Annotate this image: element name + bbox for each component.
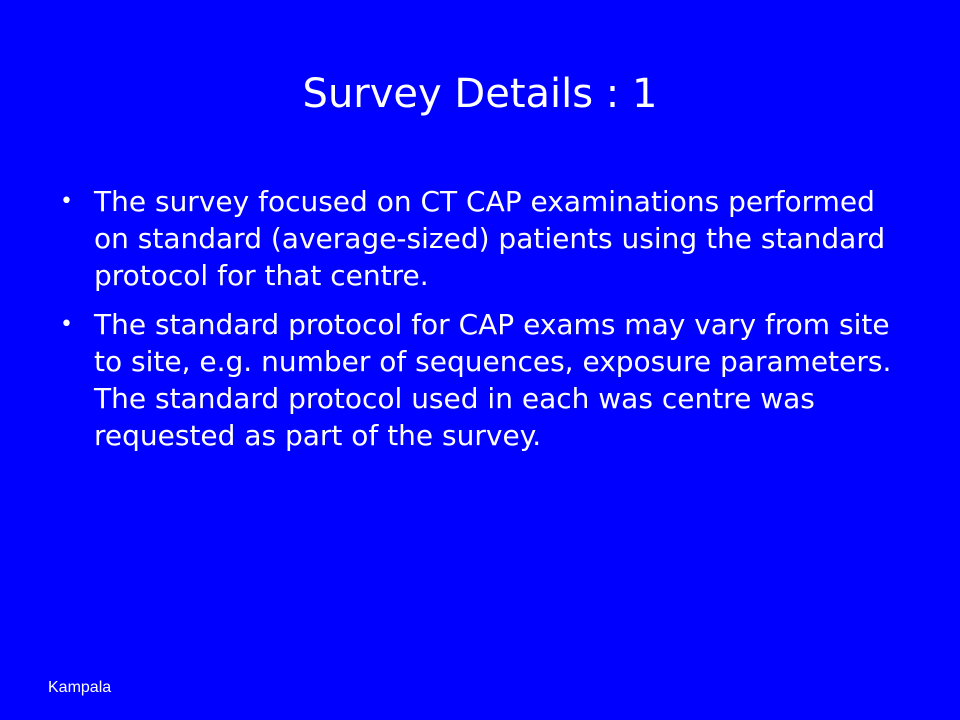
bullet-item — [58, 183, 908, 294]
footer-label: Kampala — [48, 679, 112, 696]
bullet-list — [58, 183, 908, 466]
bullet-icon: • — [60, 189, 73, 214]
bullet-text: The standard protocol for CAP exams may vary from site to site, e.g. number of sequences, exposure parameters. The standard protocol used in each was centre was requested as part of the survey. — [94, 308, 892, 452]
bullet-icon: • — [60, 312, 73, 337]
slide-title: Survey Details : 1 — [302, 71, 658, 117]
bullet-item — [58, 306, 908, 454]
bullet-text: The survey focused on CT CAP examinations performed on standard (average-sized) patients using the standard protocol for that centre. — [94, 185, 886, 292]
